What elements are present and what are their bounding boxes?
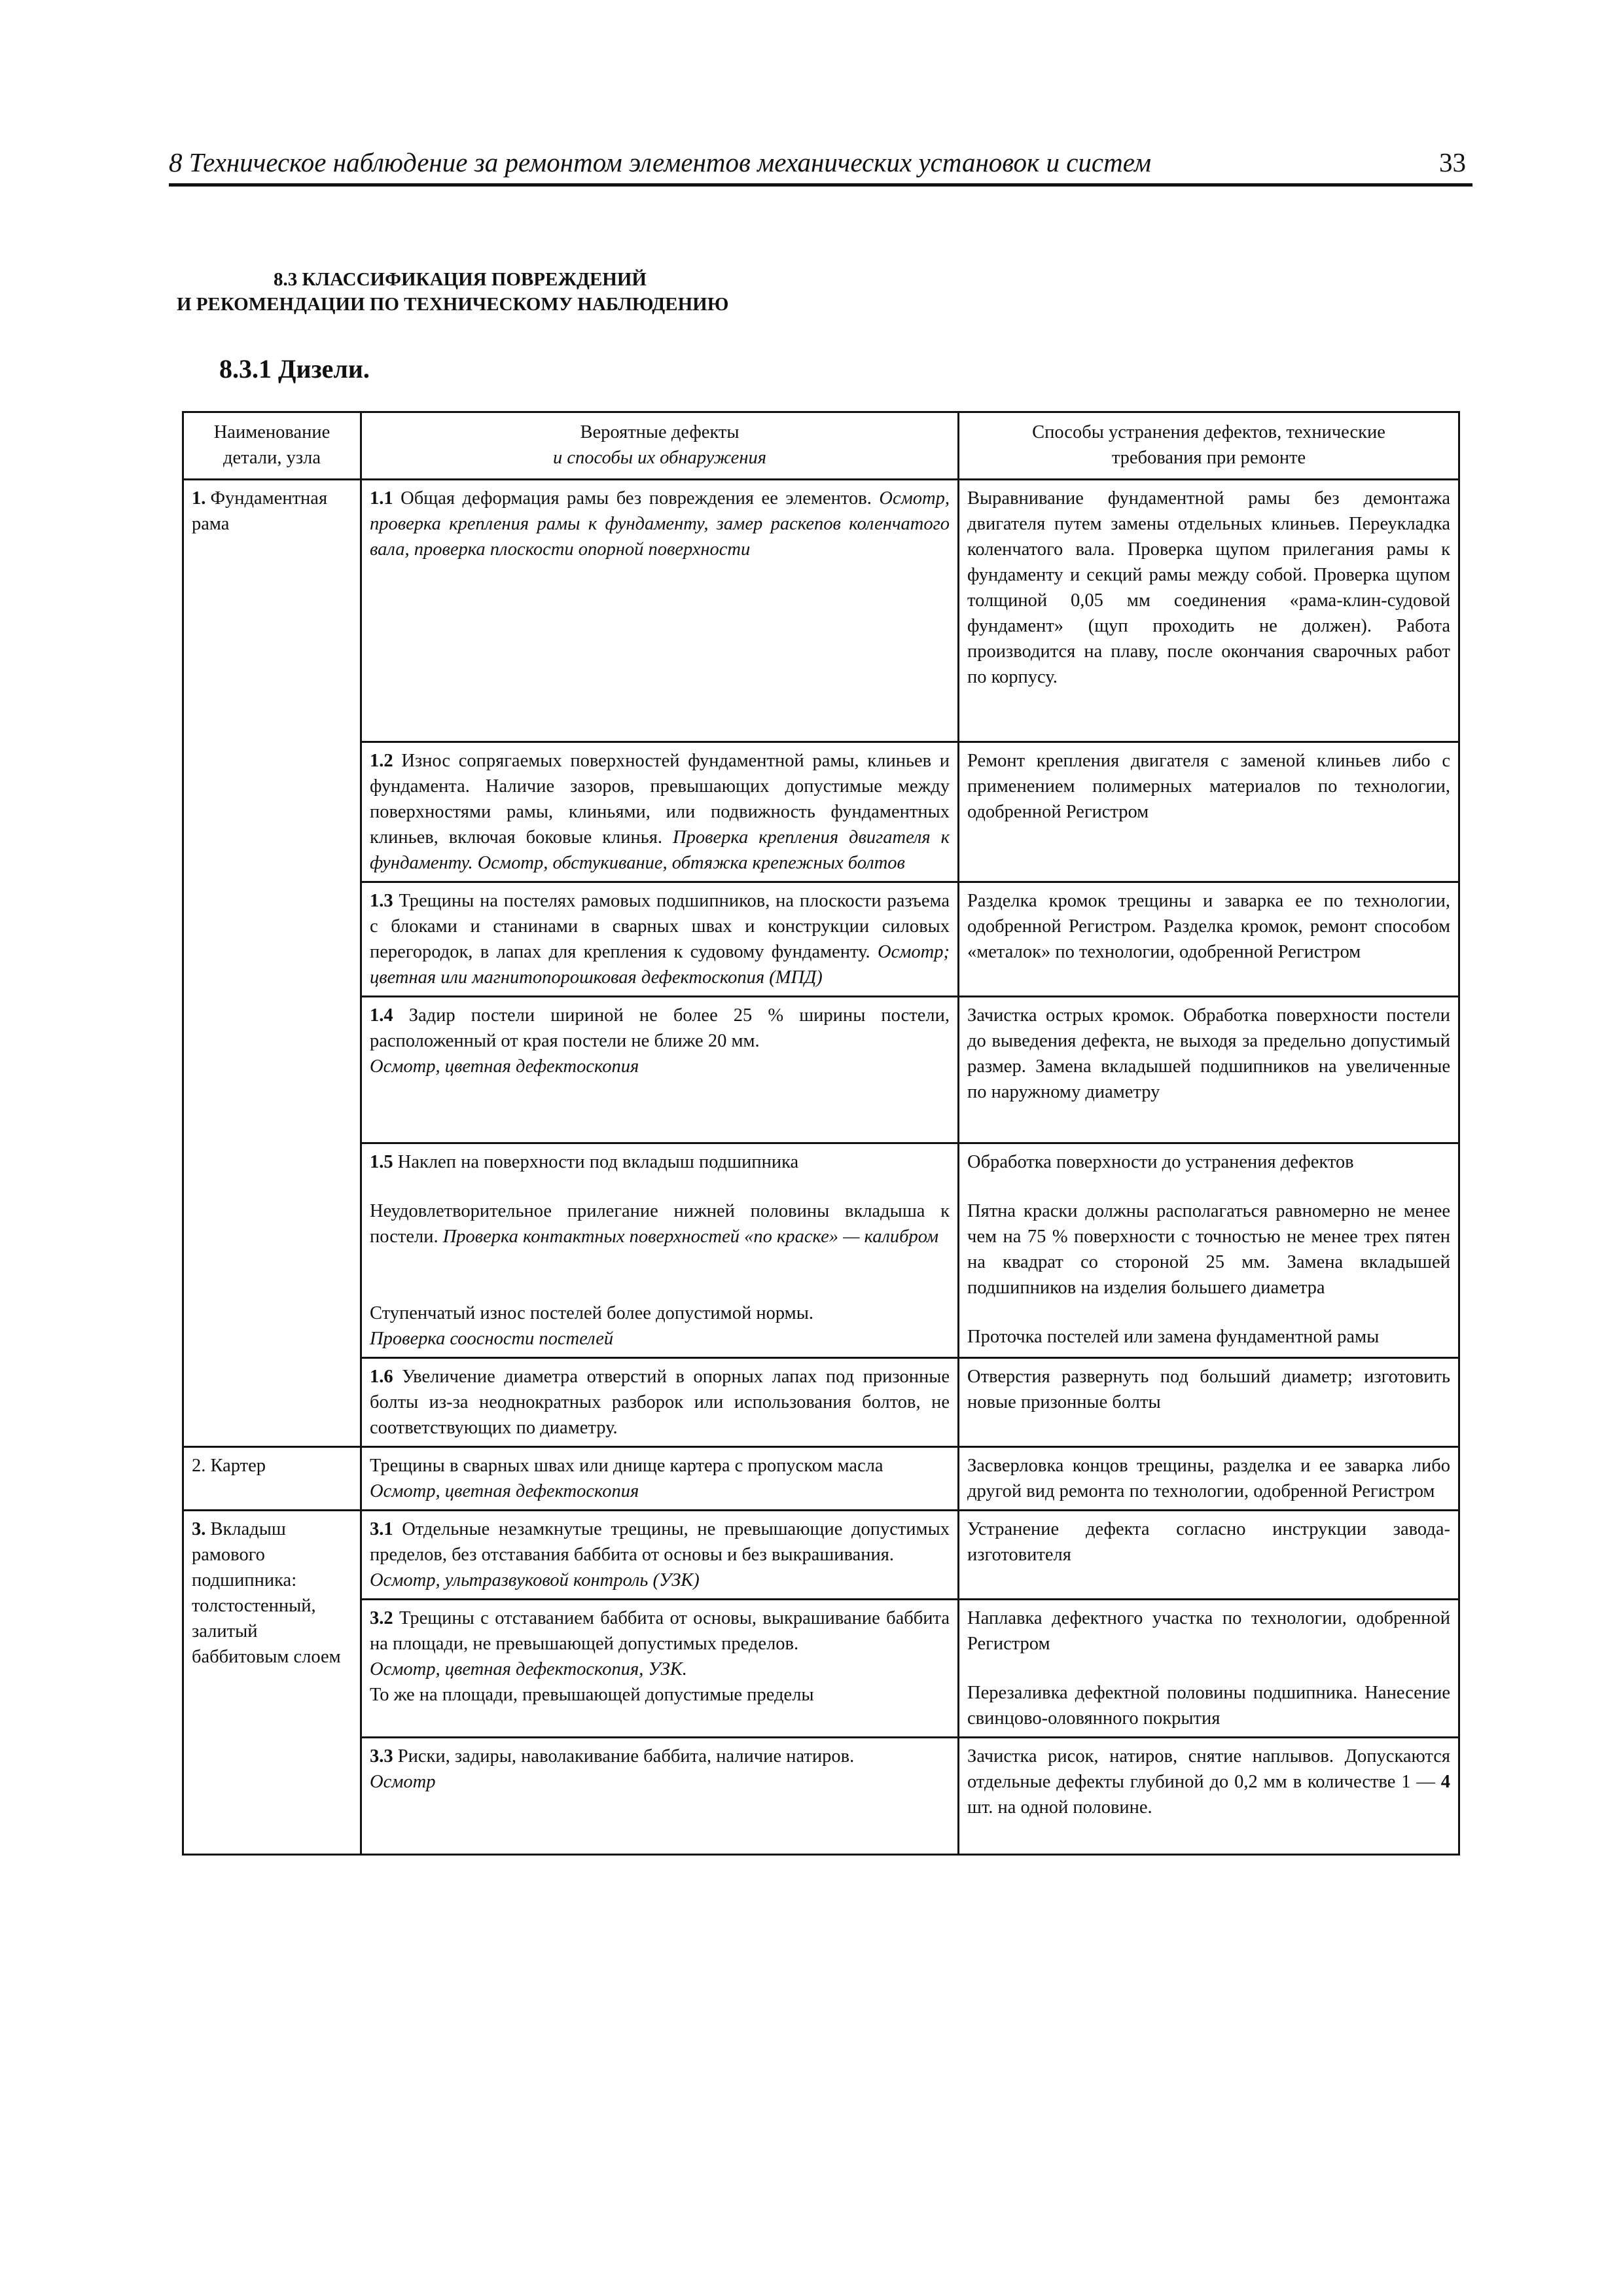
page-number: 33 xyxy=(1439,147,1466,177)
defect-cell: 1.2 Износ сопрягаемых поверхностей фундаментной рамы, клиньев и фундамента. Наличие зазоров, превышающих допустимые между поверхностями рамы, клиньями, или подвижность фундаментных клиньев, включая боковые клинья. Проверка крепления двигателя к фундаменту. Осмотр, обстукивание, обтяжка крепежных болтов xyxy=(361,742,959,882)
defect-cell: Трещины в сварных швах или днище картера с пропуском масла Осмотр, цветная дефектоскопия xyxy=(361,1447,959,1511)
table-row xyxy=(183,997,1459,1143)
defect-cell: 1.4 Задир постели шириной не более 25 % ширины постели, расположенный от края постели не ближе 20 мм. Осмотр, цветная дефектоскопия xyxy=(361,997,959,1143)
repair-cell: Разделка кромок трещины и заварка ее по технологии, одобренной Регистром. Разделка кромок, ремонт способом «металок» по технологии, одобренной Регистром xyxy=(959,882,1459,997)
table-row xyxy=(183,742,1459,882)
repair-cell: Наплавка дефектного участка по технологии, одобренной Регистром Перезаливка дефектной половины подшипника. Нанесение свинцово-оловянного покрытия xyxy=(959,1600,1459,1738)
section-title-line2: И РЕКОМЕНДАЦИИ ПО ТЕХНИЧЕСКОМУ НАБЛЮДЕНИЮ xyxy=(177,294,729,315)
table-row xyxy=(183,1447,1459,1511)
defect-cell: 3.1 Отдельные незамкнутые трещины, не превышающие допустимых пределов, без отставания баббита от основы и без выкрашивания. Осмотр, ультразвуковой контроль (УЗК) xyxy=(361,1511,959,1600)
defect-cell: 3.3 Риски, задиры, наволакивание баббита, наличие натиров. Осмотр xyxy=(361,1738,959,1855)
section-title xyxy=(177,267,831,317)
repair-cell: Ремонт крепления двигателя с заменой клиньев либо с применением полимерных материалов по технологии, одобренной Регистром xyxy=(959,742,1459,882)
part-cell: 2. Картер xyxy=(183,1447,361,1511)
table-row xyxy=(183,1358,1459,1447)
repair-cell: Обработка поверхности до устранения дефектов Пятна краски должны располагаться равномерно не менее чем на 75 % поверхности с точностью не менее трех пятен на квадрат со стороной 25 мм. Замена вкладышей подшипников на изделия большего диаметра Проточка постелей или замена фундаментной рамы xyxy=(959,1143,1459,1358)
column-header-repair: Способы устранения дефектов, технические требования при ремонте xyxy=(959,412,1459,480)
table-row xyxy=(183,1600,1459,1738)
defect-cell: 1.1 Общая деформация рамы без повреждения ее элементов. Осмотр, проверка крепления рамы к фундаменту, замер раскепов коленчатого вала, проверка плоскости опорной поверхности xyxy=(361,480,959,742)
defect-cell: 1.3 Трещины на постелях рамовых подшипников, на плоскости разъема с блоками и станинами в сварных швах и конструкции силовых перегородок, в лапах для крепления к судовому фундаменту. Осмотр; цветная или магнитопорошковая дефектоскопия (МПД) xyxy=(361,882,959,997)
column-header-part: Наименование детали, узла xyxy=(183,412,361,480)
running-header xyxy=(169,143,1472,187)
repair-cell: Устранение дефекта согласно инструкции завода-изготовителя xyxy=(959,1511,1459,1600)
subsection-title: 8.3.1 Дизели. xyxy=(219,354,370,384)
defect-cell: 3.2 Трещины с отставанием баббита от основы, выкрашивание баббита на площади, не превышающей допустимых пределов. Осмотр, цветная дефектоскопия, УЗК. То же на площади, превышающей допустимые пределы xyxy=(361,1600,959,1738)
repair-cell: Зачистка острых кромок. Обработка поверхности постели до выведения дефекта, не выходя за предельно допустимый размер. Замена вкладышей подшипников на увеличенные по наружному диаметру xyxy=(959,997,1459,1143)
part-cell: 1. Фундаментная рама xyxy=(183,480,361,1447)
defect-cell: 1.5 Наклеп на поверхности под вкладыш подшипника Неудовлетворительное прилегание нижней половины вкладыша к постели. Проверка контактных поверхностей «по краске» — калибром Ступенчатый износ постелей более допустимой нормы. Проверка соосности постелей xyxy=(361,1143,959,1358)
repair-cell: Выравнивание фундаментной рамы без демонтажа двигателя путем замены отдельных клиньев. Переукладка коленчатого вала. Проверка щупом прилегания рамы к фундаменту и секций рамы между собой. Проверка щупом толщиной 0,05 мм соединения «рама-клин-судовой фундамент» (щуп проходить не должен). Работа производится на плаву, после окончания сварочных работ по корпусу. xyxy=(959,480,1459,742)
running-header-title: 8 Техническое наблюдение за ремонтом элементов механических установок и систем xyxy=(169,147,1152,177)
repair-cell: Отверстия развернуть под больший диаметр; изготовить новые призонные болты xyxy=(959,1358,1459,1447)
section-title-line1: 8.3 КЛАССИФИКАЦИЯ ПОВРЕЖДЕНИЙ xyxy=(274,269,647,290)
table-row xyxy=(183,1143,1459,1358)
table-row xyxy=(183,882,1459,997)
table-row xyxy=(183,480,1459,742)
part-cell: 3. Вкладыш рамового подшипника: толстостенный, залитый баббитовым слоем xyxy=(183,1511,361,1855)
table-row xyxy=(183,1738,1459,1855)
table-row xyxy=(183,1511,1459,1600)
repair-cell: Зачистка рисок, натиров, снятие наплывов. Допускаются отдельные дефекты глубиной до 0,2 мм в количестве 1 — 4 шт. на одной половине. xyxy=(959,1738,1459,1855)
repair-cell: Засверловка концов трещины, разделка и ее заварка либо другой вид ремонта по технологии, одобренной Регистром xyxy=(959,1447,1459,1511)
defect-cell: 1.6 Увеличение диаметра отверстий в опорных лапах под призонные болты из-за неоднократных разборок или использования болтов, не соответствующих по диаметру. xyxy=(361,1358,959,1447)
table-header-row xyxy=(183,412,1459,480)
column-header-defects: Вероятные дефекты и способы их обнаружения xyxy=(361,412,959,480)
defects-table xyxy=(182,411,1460,1856)
